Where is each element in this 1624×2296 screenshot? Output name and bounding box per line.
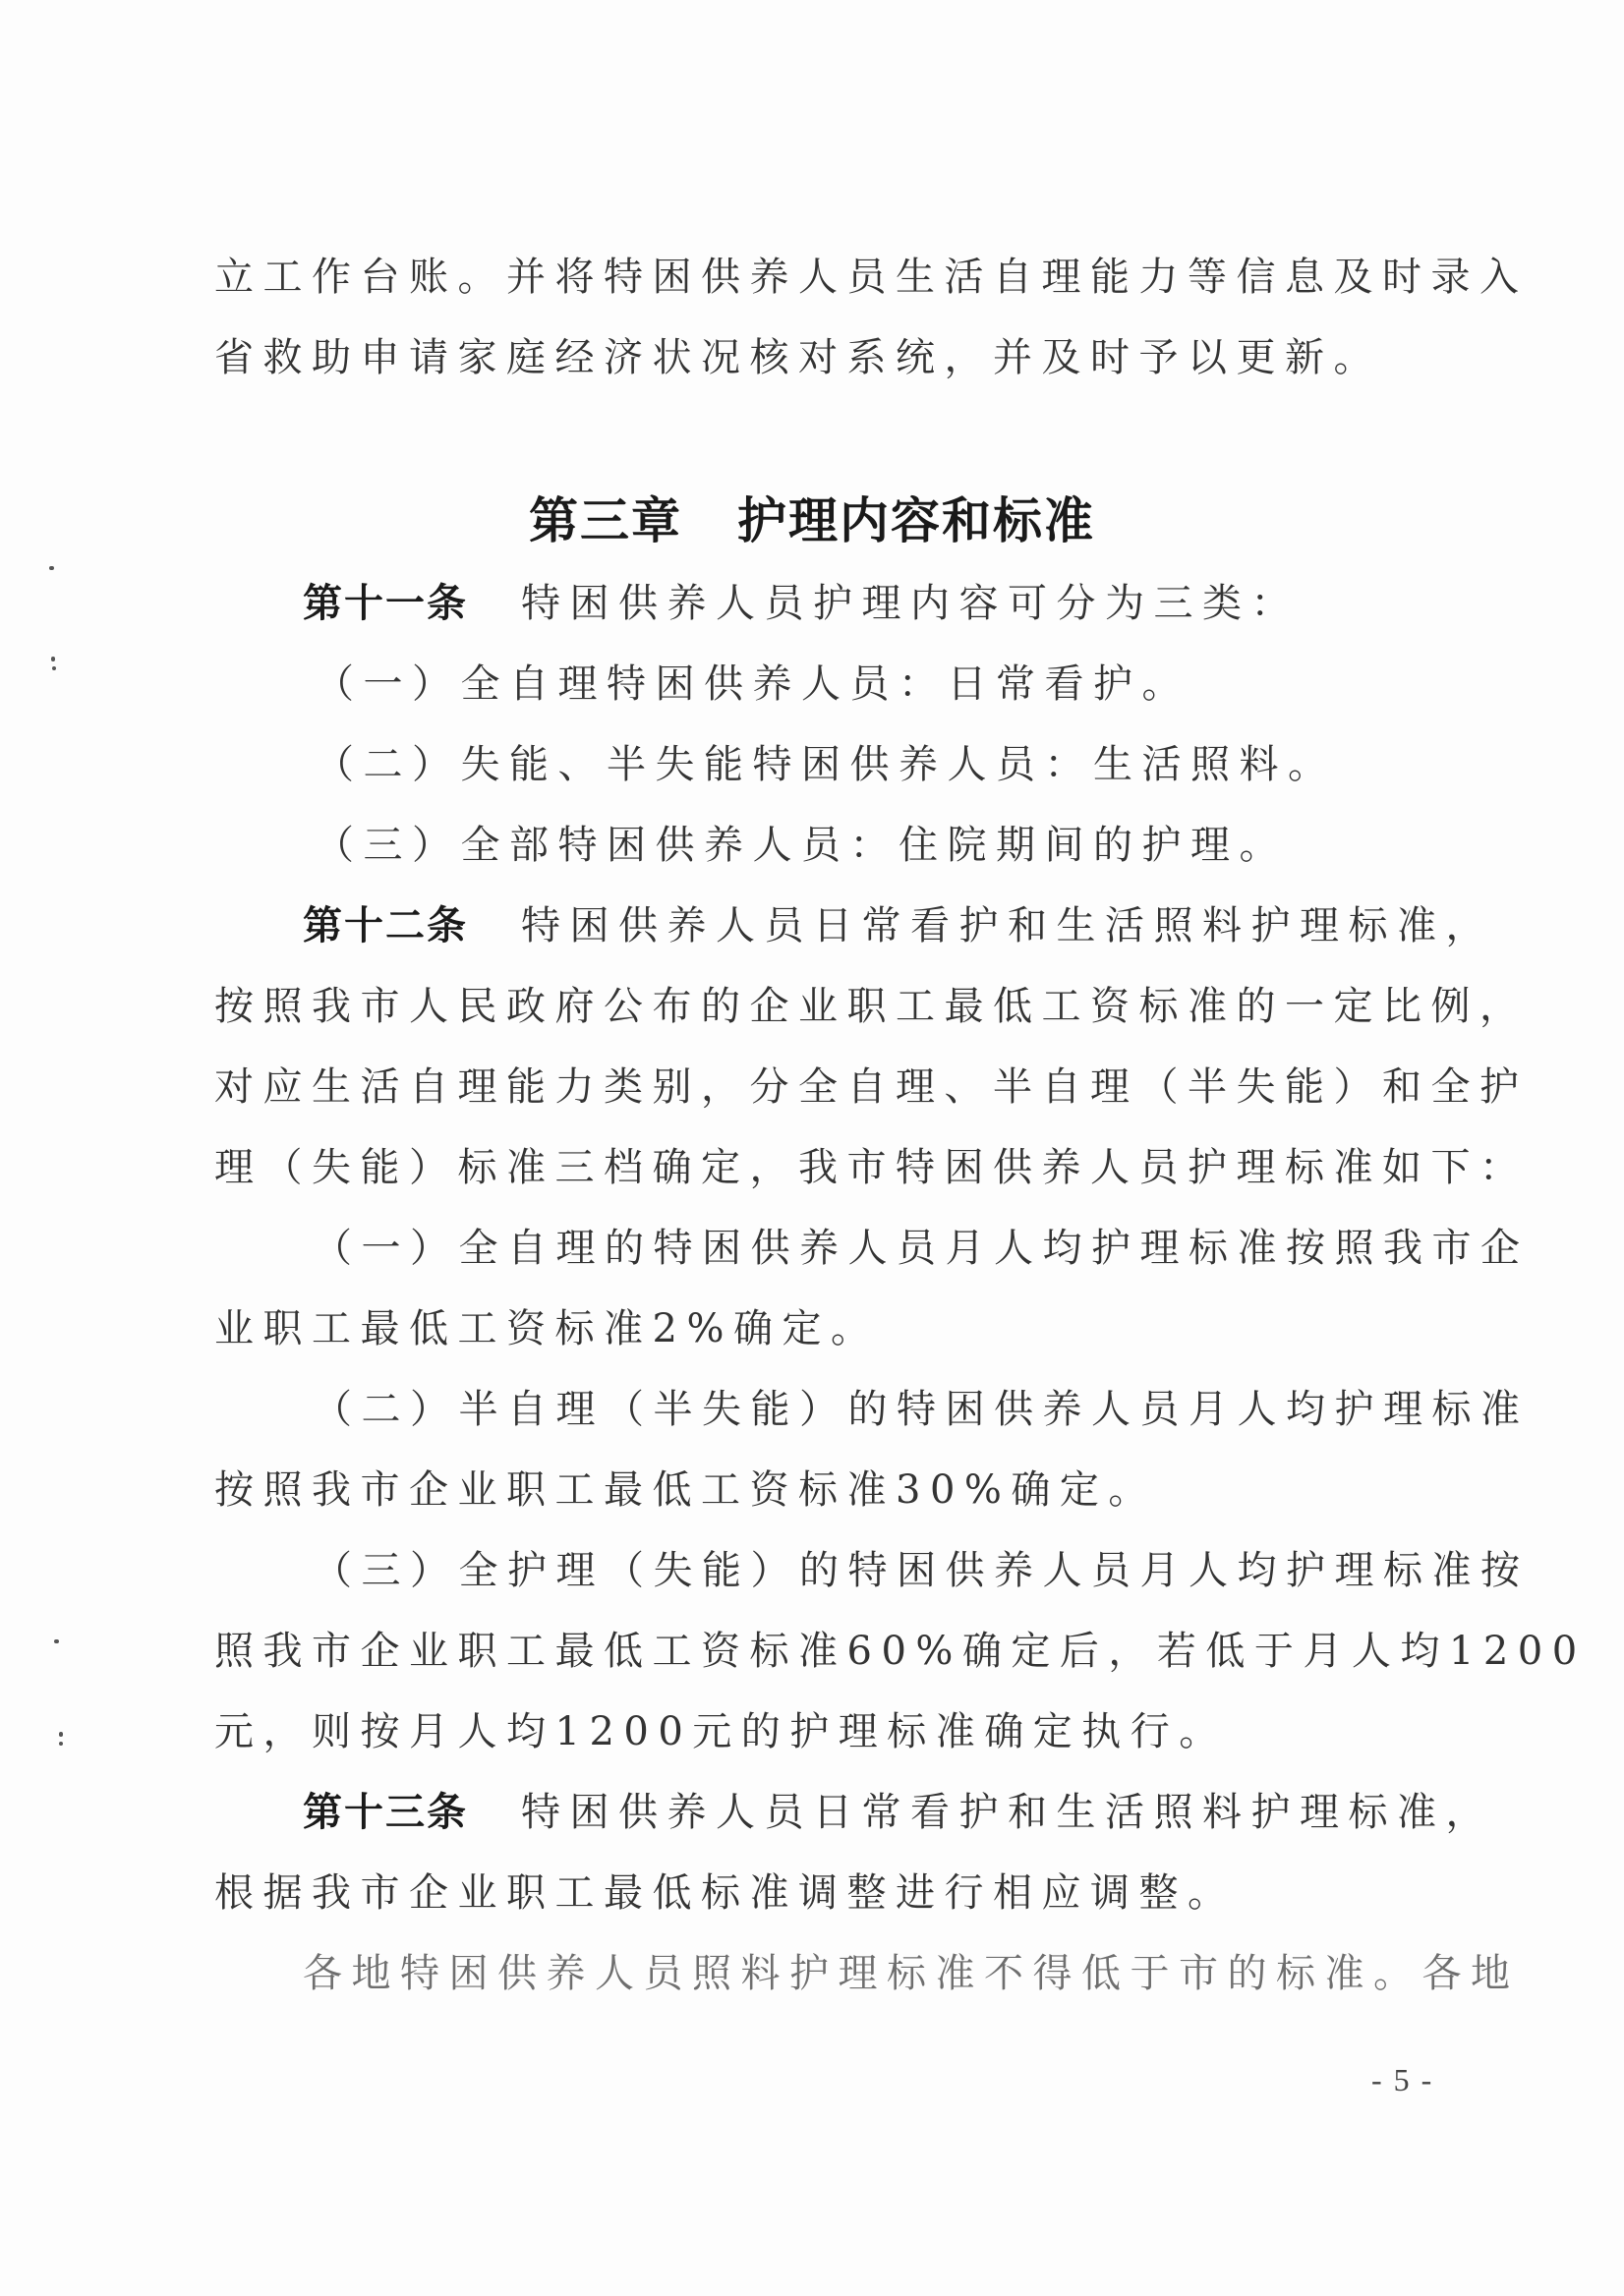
article-label: 第十三条 xyxy=(303,1789,468,1835)
scan-mark xyxy=(54,1639,59,1643)
scan-mark xyxy=(59,1742,63,1746)
chapter-name: 护理内容和标准 xyxy=(737,491,1095,549)
body-line: 按照我市人民政府公布的企业职工最低工资标准的一定比例， xyxy=(214,984,1529,1029)
list-item: （三）全部特困供养人员：住院期间的护理。 xyxy=(315,823,1288,868)
article-text: 特困供养人员日常看护和生活照料护理标准， xyxy=(521,1790,1494,1835)
article-label: 第十一条 xyxy=(303,580,468,626)
article-13 xyxy=(303,1789,1512,1836)
body-line: 立工作台账。并将特困供养人员生活自理能力等信息及时录入 xyxy=(214,255,1529,300)
scan-mark xyxy=(49,566,54,570)
body-line: 各地特困供养人员照料护理标准不得低于市的标准。各地 xyxy=(303,1951,1520,1996)
body-line: 元，则按月人均1200元的护理标准确定执行。 xyxy=(214,1709,1228,1754)
chapter-title xyxy=(0,491,1624,550)
body-line: 根据我市企业职工最低标准调整进行相应调整。 xyxy=(214,1870,1237,1916)
chapter-number: 第三章 xyxy=(529,491,682,549)
body-line: 省救助申请家庭经济状况核对系统，并及时予以更新。 xyxy=(214,335,1382,380)
body-line: 对应生活自理能力类别，分全自理、半自理（半失能）和全护 xyxy=(214,1064,1529,1110)
article-12 xyxy=(303,902,1512,949)
article-label: 第十二条 xyxy=(303,902,468,948)
article-11 xyxy=(303,580,1512,627)
body-line: 照我市企业职工最低工资标准60%确定后，若低于月人均1200 xyxy=(214,1629,1587,1674)
list-item: （二）半自理（半失能）的特困供养人员月人均护理标准 xyxy=(313,1387,1530,1432)
list-item: （一）全自理的特困供养人员月人均护理标准按照我市企 xyxy=(313,1226,1530,1271)
list-item: （一）全自理特困供养人员：日常看护。 xyxy=(315,661,1190,707)
body-line: 理（失能）标准三档确定，我市特困供养人员护理标准如下： xyxy=(214,1145,1529,1190)
article-text: 特困供养人员护理内容可分为三类： xyxy=(521,581,1300,626)
page-number: - 5 - xyxy=(1371,2062,1434,2097)
body-line: 按照我市企业职工最低工资标准30%确定。 xyxy=(214,1467,1157,1513)
scan-mark xyxy=(51,657,55,661)
list-item: （三）全护理（失能）的特困供养人员月人均护理标准按 xyxy=(313,1548,1530,1593)
scan-mark xyxy=(59,1732,63,1737)
article-text: 特困供养人员日常看护和生活照料护理标准， xyxy=(521,903,1494,948)
body-line: 业职工最低工资标准2%确定。 xyxy=(214,1306,880,1351)
scan-mark xyxy=(52,666,56,670)
list-item: （二）失能、半失能特困供养人员：生活照料。 xyxy=(315,742,1337,787)
